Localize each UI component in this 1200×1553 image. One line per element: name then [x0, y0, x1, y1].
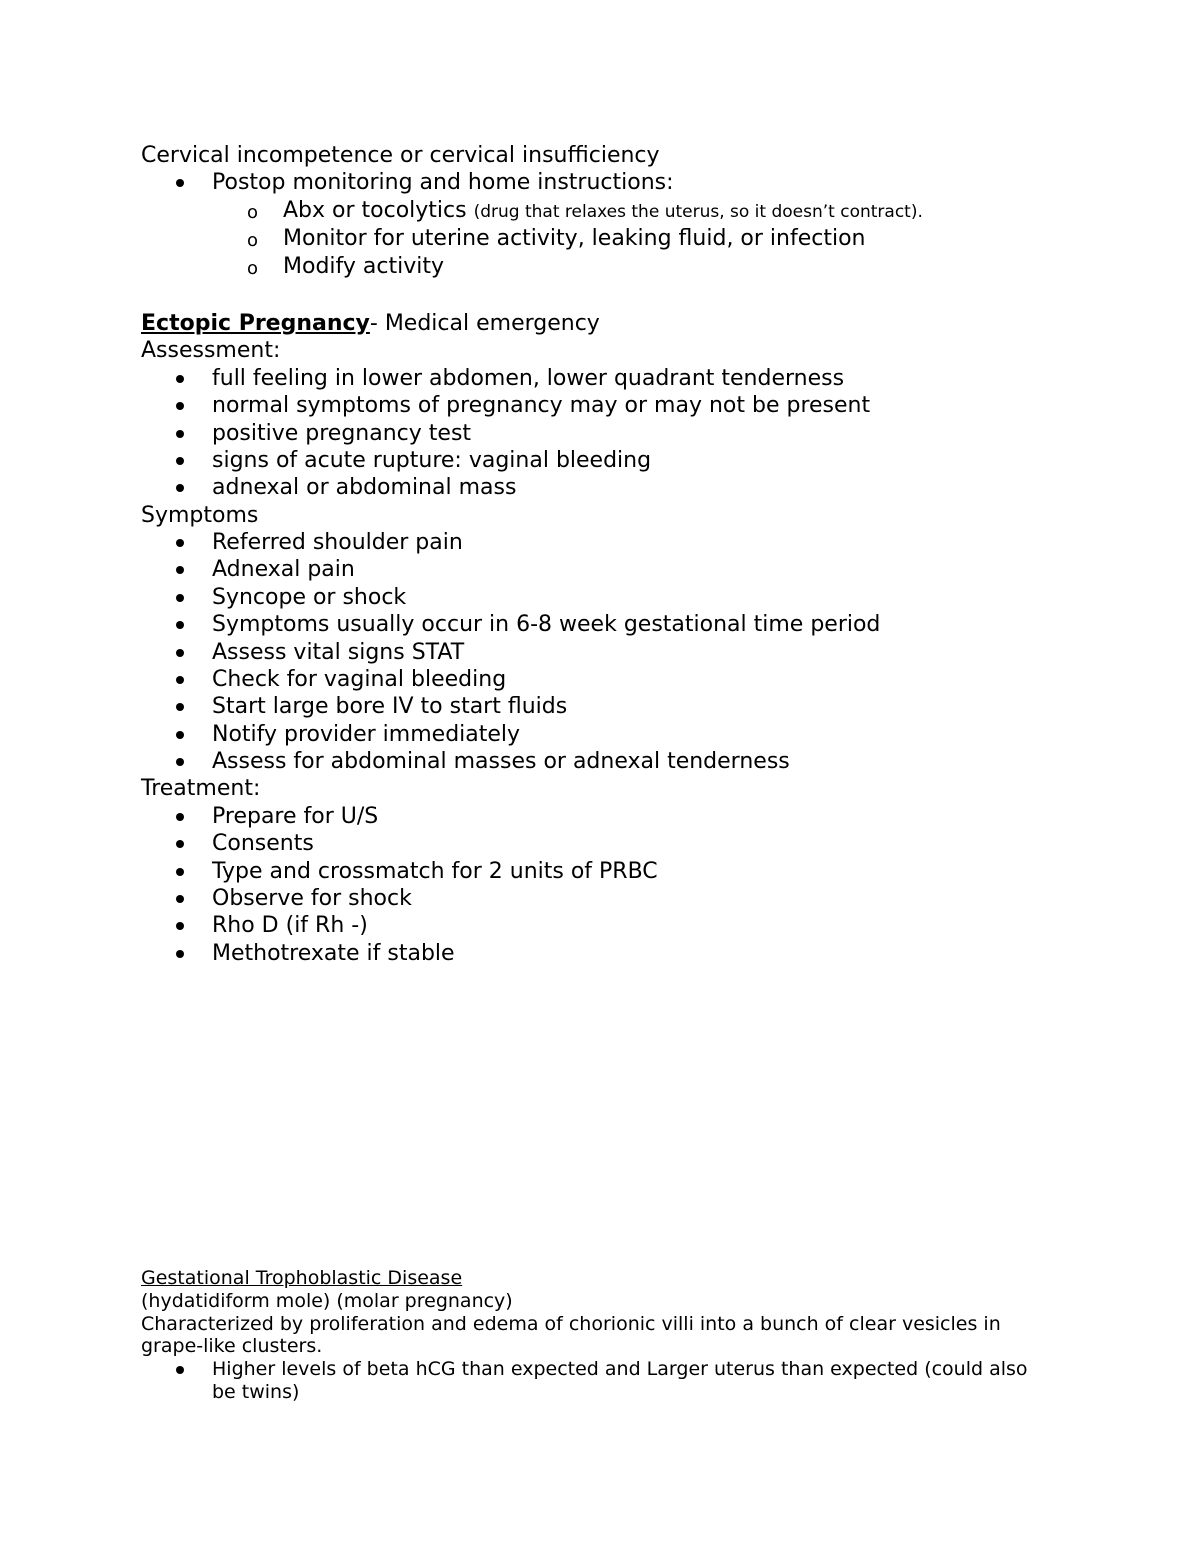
cervical-bullet: Postop monitoring and home instructions: — [212, 170, 674, 195]
bullet-icon — [176, 950, 184, 958]
bullet-icon — [176, 1366, 184, 1374]
abx-label: Abx or tocolytics — [283, 198, 467, 223]
bullet-icon — [176, 179, 184, 187]
abx-note: (drug that relaxes the uterus, so it doesn’t contract). — [473, 202, 923, 222]
cervical-sub-item-modify: Modify activity — [283, 254, 444, 279]
cervical-sub-item-monitor: Monitor for uterine activity, leaking fluid, or infection — [283, 226, 866, 251]
bullet-icon — [176, 594, 184, 602]
treatment-item: Methotrexate if stable — [212, 941, 455, 966]
bullet-icon — [176, 649, 184, 657]
symptoms-item: Start large bore IV to start fluids — [212, 694, 568, 719]
assessment-item: full feeling in lower abdomen, lower quadrant tenderness — [212, 366, 845, 391]
symptoms-item: Symptoms usually occur in 6-8 week gestational time period — [212, 612, 881, 637]
bullet-icon — [176, 566, 184, 574]
gtd-bullet-line2: be twins) — [212, 1381, 300, 1403]
bullet-icon — [176, 621, 184, 629]
circle-bullet-icon: o — [247, 230, 259, 251]
symptoms-item: Referred shoulder pain — [212, 530, 463, 555]
bullet-icon — [176, 375, 184, 383]
assessment-label: Assessment: — [141, 338, 281, 363]
bullet-icon — [176, 430, 184, 438]
ectopic-heading-line — [141, 310, 600, 337]
symptoms-item: Check for vaginal bleeding — [212, 667, 507, 692]
cervical-sub-item-abx — [283, 197, 923, 226]
ectopic-heading: Ectopic Pregnancy — [141, 311, 370, 336]
ectopic-heading-suffix: - Medical emergency — [369, 311, 600, 336]
treatment-item: Consents — [212, 831, 314, 856]
bullet-icon — [176, 758, 184, 766]
symptoms-item: Assess for abdominal masses or adnexal tenderness — [212, 749, 790, 774]
bullet-icon — [176, 484, 184, 492]
bullet-icon — [176, 840, 184, 848]
treatment-item: Prepare for U/S — [212, 804, 379, 829]
treatment-item: Type and crossmatch for 2 units of PRBC — [212, 859, 658, 884]
cervical-title: Cervical incompetence or cervical insufficiency — [141, 143, 660, 168]
assessment-item: positive pregnancy test — [212, 421, 472, 446]
bullet-icon — [176, 813, 184, 821]
gtd-heading: Gestational Trophoblastic Disease — [141, 1267, 463, 1289]
bullet-icon — [176, 895, 184, 903]
bullet-icon — [176, 539, 184, 547]
gtd-description-line2: grape-like clusters. — [141, 1335, 323, 1357]
symptoms-item: Adnexal pain — [212, 557, 355, 582]
treatment-item: Observe for shock — [212, 886, 412, 911]
bullet-icon — [176, 868, 184, 876]
assessment-item: normal symptoms of pregnancy may or may not be present — [212, 393, 871, 418]
bullet-icon — [176, 922, 184, 930]
symptoms-item: Notify provider immediately — [212, 722, 521, 747]
assessment-item: signs of acute rupture: vaginal bleeding — [212, 448, 652, 473]
bullet-icon — [176, 457, 184, 465]
symptoms-item: Assess vital signs STAT — [212, 640, 465, 665]
bullet-icon — [176, 703, 184, 711]
bullet-icon — [176, 402, 184, 410]
circle-bullet-icon: o — [247, 258, 259, 279]
gtd-aka: (hydatidiform mole) (molar pregnancy) — [141, 1290, 513, 1312]
symptoms-label: Symptoms — [141, 503, 259, 528]
circle-bullet-icon: o — [247, 202, 259, 223]
gtd-bullet-line1: Higher levels of beta hCG than expected and Larger uterus than expected (could also — [212, 1358, 1028, 1380]
assessment-item: adnexal or abdominal mass — [212, 475, 517, 500]
symptoms-item: Syncope or shock — [212, 585, 407, 610]
treatment-label: Treatment: — [141, 776, 261, 801]
treatment-item: Rho D (if Rh -) — [212, 913, 368, 938]
bullet-icon — [176, 731, 184, 739]
bullet-icon — [176, 676, 184, 684]
gtd-description-line1: Characterized by proliferation and edema of chorionic villi into a bunch of clear vesicles in — [141, 1313, 1001, 1335]
